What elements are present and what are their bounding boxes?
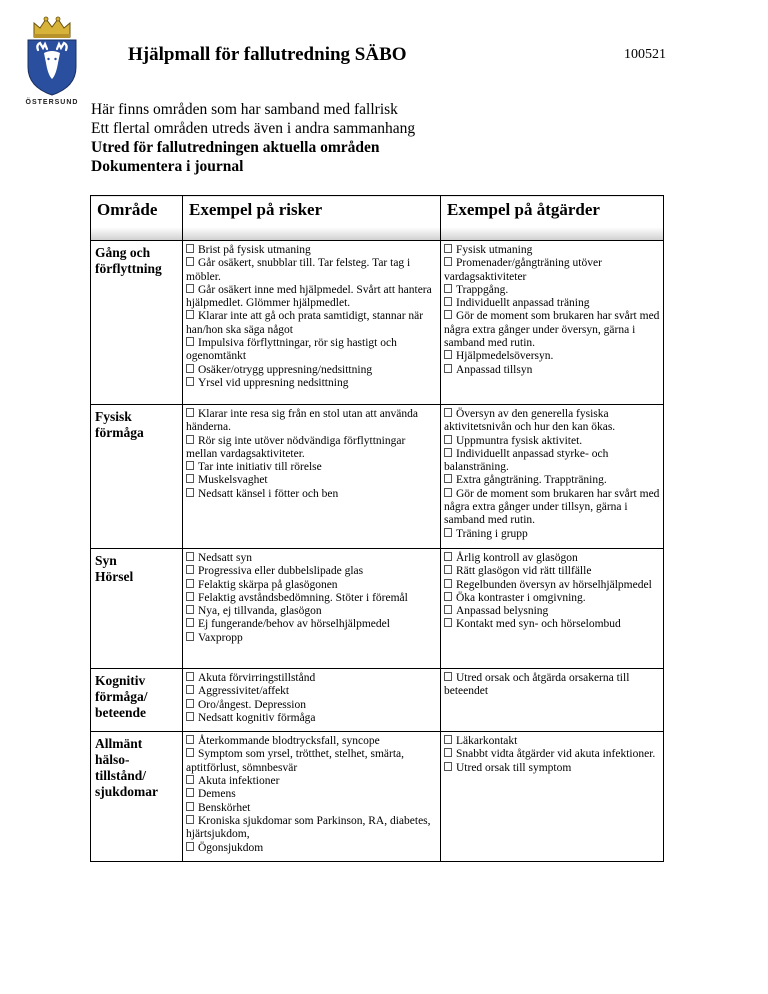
checkbox-square-icon	[444, 605, 452, 614]
checkbox-square-icon	[186, 685, 194, 694]
checkbox-square-icon	[444, 244, 452, 253]
risk-text: Kroniska sjukdomar som Parkinson, RA, diabetes, hjärtsjukdom,	[186, 814, 431, 841]
checkbox-square-icon	[186, 337, 194, 346]
checkbox-square-icon	[186, 788, 194, 797]
checkbox-square-icon	[186, 579, 194, 588]
table-row	[91, 669, 664, 732]
action-list-cell	[441, 732, 664, 862]
risk-text: Vaxpropp	[198, 631, 243, 644]
checkbox-square-icon	[186, 775, 194, 784]
risk-item	[186, 748, 437, 775]
action-text: Årlig kontroll av glasögon	[456, 552, 578, 564]
risk-text: Rör sig inte utöver nödvändiga förflyttningar mellan vardagsaktiviteter.	[186, 434, 406, 460]
risk-item	[186, 685, 437, 698]
risk-text: Yrsel vid uppresning nedsittning	[198, 376, 349, 389]
checkbox-square-icon	[444, 257, 452, 266]
checkbox-square-icon	[186, 712, 194, 721]
action-text: Regelbunden översyn av hörselhjälpmedel	[456, 578, 652, 591]
risk-text: Nya, ej tillvanda, glasögon	[198, 605, 322, 618]
risk-item	[186, 699, 437, 712]
area-label: Hörsel	[95, 569, 134, 584]
action-list-cell	[441, 241, 664, 405]
checkbox-square-icon	[186, 735, 194, 744]
risk-list-cell	[183, 669, 441, 732]
checkbox-square-icon	[186, 257, 194, 266]
action-list-cell	[441, 549, 664, 669]
risk-text: Går osäkert inne med hjälpmedel. Svårt att hantera hjälpmedlet. Glömmer hjälpmedlet.	[186, 283, 432, 310]
checkbox-square-icon	[444, 565, 452, 574]
action-item	[444, 244, 660, 257]
checkbox-square-icon	[186, 461, 194, 470]
risk-item	[186, 632, 437, 645]
action-item	[444, 735, 660, 748]
action-list-cell	[441, 669, 664, 732]
action-item	[444, 350, 660, 363]
risk-item	[186, 712, 437, 725]
risk-text: Ej fungerande/behov av hörselhjälpmedel	[198, 618, 390, 631]
action-text: Anpassad belysning	[456, 605, 549, 618]
checkbox-square-icon	[444, 297, 452, 306]
logo-text: ÖSTERSUND	[25, 99, 79, 106]
checkbox-square-icon	[186, 632, 194, 641]
action-item	[444, 474, 660, 487]
checkbox-square-icon	[444, 350, 452, 359]
risk-text: Felaktig skärpa på glasögonen	[198, 578, 338, 591]
risk-item	[186, 257, 437, 284]
area-cell	[91, 732, 183, 862]
risk-list-cell	[183, 405, 441, 549]
action-item	[444, 618, 660, 631]
risk-item	[186, 461, 437, 474]
checkbox-square-icon	[444, 488, 452, 497]
risk-text: Klarar inte att gå och prata samtidigt, stannar när han/hon ska säga något	[186, 310, 424, 336]
area-cell	[91, 669, 183, 732]
area-label: Fysisk	[95, 409, 132, 424]
risk-list-cell	[183, 732, 441, 862]
action-item	[444, 448, 660, 475]
checkbox-square-icon	[186, 618, 194, 627]
risk-item	[186, 244, 437, 257]
risk-text: Akuta infektioner	[198, 775, 280, 788]
risk-item	[186, 672, 437, 685]
risk-text: Klarar inte resa sig från en stol utan att använda händerna.	[186, 408, 419, 434]
action-text: Uppmuntra fysisk aktivitet.	[456, 434, 583, 447]
risk-text: Återkommande blodtrycksfall, syncope	[198, 735, 380, 748]
action-item	[444, 605, 660, 618]
municipality-logo	[22, 15, 82, 106]
risk-item	[186, 284, 437, 311]
checkbox-square-icon	[444, 618, 452, 627]
column-header-risks: Exempel på risker	[183, 196, 441, 241]
area-label: förmåga/	[95, 689, 148, 704]
risk-item	[186, 605, 437, 618]
risk-item	[186, 592, 437, 605]
action-item	[444, 552, 660, 565]
checkbox-square-icon	[444, 592, 452, 601]
risk-item	[186, 435, 437, 462]
action-text: Gör de moment som brukaren har svårt med några extra gånger under översyn, gärna i samband med rutin.	[444, 310, 660, 350]
action-text: Snabbt vidta åtgärder vid akuta infektioner.	[456, 748, 656, 761]
risk-item	[186, 788, 437, 801]
checkbox-square-icon	[186, 565, 194, 574]
area-label: Gång och	[95, 245, 151, 260]
action-text: Individuellt anpassad träning	[456, 297, 590, 310]
risk-text: Nedsatt kognitiv förmåga	[198, 711, 316, 724]
area-label: hälso-	[95, 752, 130, 768]
table-header-row	[91, 196, 664, 241]
checkbox-square-icon	[444, 284, 452, 293]
action-item	[444, 408, 660, 435]
checkbox-square-icon	[186, 488, 194, 497]
action-text: Utred orsak och åtgärda orsakerna till beteendet	[444, 672, 630, 698]
action-list-cell	[441, 405, 664, 549]
risk-text: Akuta förvirringstillstånd	[198, 672, 316, 684]
action-text: Promenader/gångträning utöver vardagsaktiviteter	[444, 257, 602, 283]
table-row	[91, 549, 664, 669]
checkbox-square-icon	[444, 735, 452, 744]
action-item	[444, 672, 660, 699]
checkbox-square-icon	[186, 474, 194, 483]
risk-item	[186, 552, 437, 565]
action-text: Rätt glasögon vid rätt tillfälle	[456, 565, 592, 578]
checkbox-square-icon	[444, 474, 452, 483]
action-text: Hjälpmedelsöversyn.	[456, 350, 554, 363]
area-cell	[91, 549, 183, 669]
area-label: tillstånd/	[95, 768, 147, 784]
checkbox-square-icon	[186, 284, 194, 293]
action-item	[444, 297, 660, 310]
risk-list-cell	[183, 549, 441, 669]
checkbox-square-icon	[186, 748, 194, 757]
checkbox-square-icon	[186, 364, 194, 373]
risk-text: Demens	[198, 788, 236, 801]
document-title: Hjälpmall för fallutredning SÄBO	[128, 44, 407, 65]
checkbox-square-icon	[444, 528, 452, 537]
checkbox-square-icon	[186, 377, 194, 386]
risk-item	[186, 337, 437, 364]
checkbox-square-icon	[186, 552, 194, 561]
action-text: Översyn av den generella fysiska aktivitetsnivån och hur den kan ökas.	[444, 408, 616, 434]
action-item	[444, 284, 660, 297]
checkbox-square-icon	[444, 579, 452, 588]
checkbox-square-icon	[186, 815, 194, 824]
checkbox-square-icon	[444, 435, 452, 444]
action-text: Individuellt anpassad styrke- och balansträning.	[444, 447, 609, 474]
action-text: Träning i grupp	[456, 527, 528, 540]
checkbox-square-icon	[444, 408, 452, 417]
checkbox-square-icon	[186, 244, 194, 253]
action-item	[444, 435, 660, 448]
risk-item	[186, 364, 437, 377]
checkbox-square-icon	[444, 364, 452, 373]
action-text: Trappgång.	[456, 283, 509, 296]
table-row	[91, 732, 664, 862]
risk-item	[186, 775, 437, 788]
risk-text: Osäker/otrygg uppresning/nedsittning	[198, 363, 373, 376]
risk-item	[186, 618, 437, 631]
risk-text: Nedsatt känsel i fötter och ben	[198, 487, 339, 500]
table-body	[91, 241, 664, 862]
area-cell	[91, 241, 183, 405]
risk-item	[186, 310, 437, 337]
column-header-actions: Exempel på åtgärder	[441, 196, 664, 241]
checkbox-square-icon	[444, 748, 452, 757]
area-label: förmåga	[95, 425, 144, 440]
checkbox-square-icon	[186, 699, 194, 708]
area-cell	[91, 405, 183, 549]
document-date: 100521	[624, 47, 666, 62]
risk-text: Symptom som yrsel, trötthet, stelhet, smärta, aptitförlust, sömnbesvär	[186, 748, 405, 774]
checkbox-square-icon	[186, 408, 194, 417]
risk-text: Brist på fysisk utmaning	[198, 244, 311, 256]
risk-text: Progressiva eller dubbelslipade glas	[198, 565, 364, 578]
area-label: Kognitiv	[95, 673, 146, 688]
area-label: Allmänt	[95, 736, 143, 752]
risk-item	[186, 408, 437, 435]
action-item	[444, 592, 660, 605]
risk-text: Impulsiva förflyttningar, rör sig hastigt och ogenomtänkt	[186, 337, 397, 363]
action-text: Extra gångträning. Trappträning.	[456, 474, 607, 487]
action-text: Utred orsak till symptom	[456, 761, 572, 774]
risk-item	[186, 842, 437, 855]
risk-list-cell	[183, 241, 441, 405]
risk-item	[186, 735, 437, 748]
checkbox-square-icon	[444, 310, 452, 319]
checkbox-square-icon	[186, 842, 194, 851]
area-label: beteende	[95, 705, 146, 720]
intro-text	[91, 100, 691, 176]
risk-item	[186, 488, 437, 501]
checkbox-square-icon	[444, 672, 452, 681]
risk-text: Tar inte initiativ till rörelse	[198, 461, 322, 474]
action-text: Öka kontraster i omgivning.	[456, 591, 586, 604]
risk-item	[186, 474, 437, 487]
risk-text: Felaktig avståndsbedömning. Stöter i föremål	[198, 591, 408, 604]
risk-item	[186, 579, 437, 592]
action-item	[444, 528, 660, 541]
checkbox-square-icon	[186, 802, 194, 811]
risk-item	[186, 815, 437, 842]
checkbox-square-icon	[186, 310, 194, 319]
area-label: förflyttning	[95, 261, 162, 276]
risk-text: Går osäkert, snubblar till. Tar felsteg. Tar tag i möbler.	[186, 257, 411, 283]
area-label: sjukdomar	[95, 784, 159, 800]
column-header-area: Område	[91, 196, 183, 241]
table-row	[91, 405, 664, 549]
risk-text: Ögonsjukdom	[198, 841, 264, 854]
risk-text: Oro/ångest. Depression	[198, 698, 306, 711]
checkbox-square-icon	[444, 762, 452, 771]
risk-item	[186, 377, 437, 390]
table-row	[91, 241, 664, 405]
risk-text: Benskörhet	[198, 801, 251, 814]
action-text: Kontakt med syn- och hörselombud	[456, 618, 621, 631]
intro-instruction: Utred för fallutredningen aktuella områden	[91, 139, 380, 156]
checkbox-square-icon	[186, 435, 194, 444]
checkbox-square-icon	[186, 605, 194, 614]
risk-text: Nedsatt syn	[198, 552, 252, 564]
checkbox-square-icon	[444, 552, 452, 561]
risk-item	[186, 565, 437, 578]
action-text: Läkarkontakt	[456, 735, 518, 748]
fall-risk-table	[90, 195, 664, 862]
coat-of-arms-icon	[22, 15, 82, 97]
action-item	[444, 565, 660, 578]
intro-line: Här finns områden som har samband med fallrisk	[91, 101, 398, 118]
action-text: Fysisk utmaning	[456, 244, 533, 256]
action-item	[444, 488, 660, 528]
action-item	[444, 579, 660, 592]
risk-text: Aggressivitet/affekt	[198, 685, 290, 698]
area-label: Syn	[95, 553, 117, 568]
risk-text: Muskelsvaghet	[198, 474, 268, 487]
action-item	[444, 364, 660, 377]
intro-line: Ett flertal områden utreds även i andra sammanhang	[91, 120, 416, 137]
action-item	[444, 310, 660, 350]
checkbox-square-icon	[444, 448, 452, 457]
checkbox-square-icon	[186, 672, 194, 681]
risk-item	[186, 802, 437, 815]
action-text: Gör de moment som brukaren har svårt med några extra gånger under tillsyn, gärna i samband med rutin.	[444, 487, 660, 527]
intro-instruction: Dokumentera i journal	[91, 158, 244, 175]
action-item	[444, 748, 660, 761]
checkbox-square-icon	[186, 592, 194, 601]
action-text: Anpassad tillsyn	[456, 363, 533, 376]
action-item	[444, 257, 660, 284]
action-item	[444, 762, 660, 775]
